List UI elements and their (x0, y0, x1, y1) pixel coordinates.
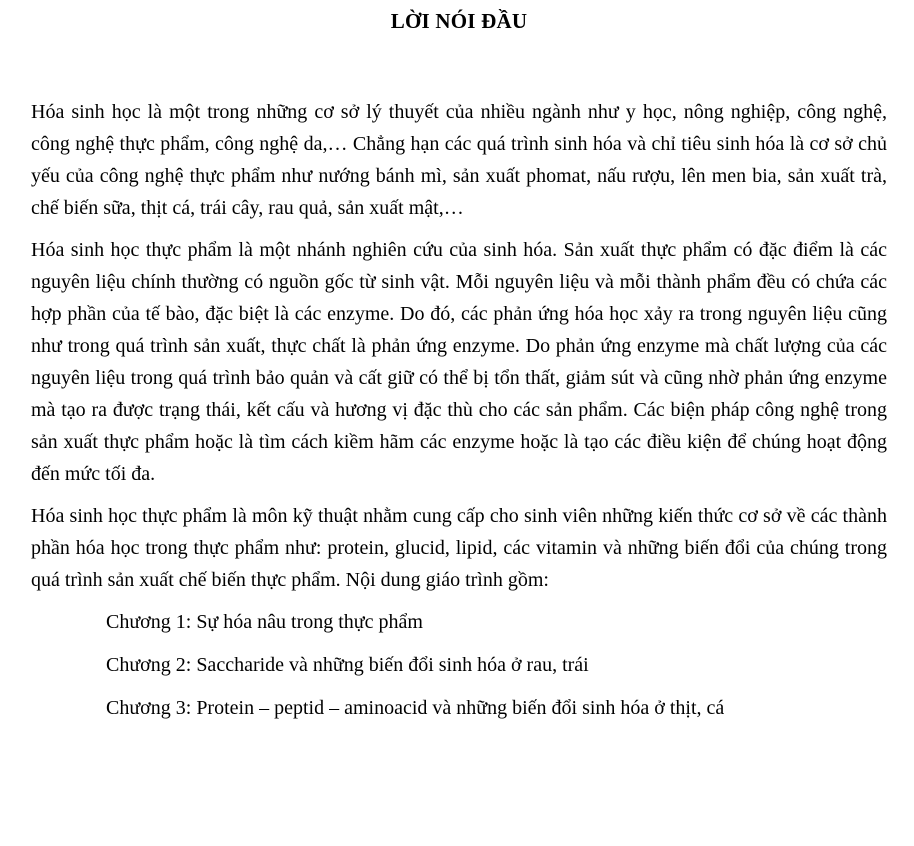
chapter-item: Chương 3: Protein – peptid – aminoacid và những biến đổi sinh hóa ở thịt, cá (106, 697, 725, 719)
paragraph-intro: Hóa sinh học là một trong những cơ sở lý thuyết của nhiều ngành như y học, nông nghiệp, công nghệ, công nghệ thực phẩm, công nghệ da,… Chẳng hạn các quá trình sinh hóa và chỉ tiêu sinh hóa là cơ sở chủ yếu của công nghệ thực phẩm như nướng bánh mì, sản xuất phomat, nấu rượu, lên men bia, sản xuất trà, chế biến sữa, thịt cá, trái cây, rau quả, sản xuất mật,… (31, 101, 887, 219)
page-title: LỜI NÓI ĐẦU (390, 9, 528, 33)
chapter-list (31, 606, 887, 724)
document-page (31, 0, 887, 735)
paragraph-course-content: Hóa sinh học thực phẩm là môn kỹ thuật nhằm cung cấp cho sinh viên những kiến thức cơ sở về các thành phần hóa học trong thực phẩm như: protein, glucid, lipid, các vitamin và những biến đổi của chúng trong quá trình sản xuất chế biến thực phẩm. Nội dung giáo trình gồm: (31, 505, 887, 591)
chapter-item: Chương 1: Sự hóa nâu trong thực phẩm (106, 611, 423, 633)
chapter-item: Chương 2: Saccharide và những biến đổi sinh hóa ở rau, trái (106, 654, 589, 676)
paragraph-food-biochemistry: Hóa sinh học thực phẩm là một nhánh nghiên cứu của sinh hóa. Sản xuất thực phẩm có đặc điểm là các nguyên liệu chính thường có nguồn gốc từ sinh vật. Mỗi nguyên liệu và mỗi thành phẩm đều có chứa các hợp phần của tế bào, đặc biệt là các enzyme. Do đó, các phản ứng hóa học xảy ra trong nguyên liệu cũng như trong quá trình sản xuất, thực chất là phản ứng enzyme. Do phản ứng enzyme mà chất lượng của các nguyên liệu trong quá trình bảo quản và cất giữ có thể bị tổn thất, giảm sút và cũng nhờ phản ứng enzyme mà tạo ra được trạng thái, kết cấu và hương vị đặc thù cho các sản phẩm. Các biện pháp công nghệ trong sản xuất thực phẩm hoặc là tìm cách kiềm hãm các enzyme hoặc là tạo các điều kiện để chúng hoạt động đến mức tối đa. (31, 239, 887, 485)
